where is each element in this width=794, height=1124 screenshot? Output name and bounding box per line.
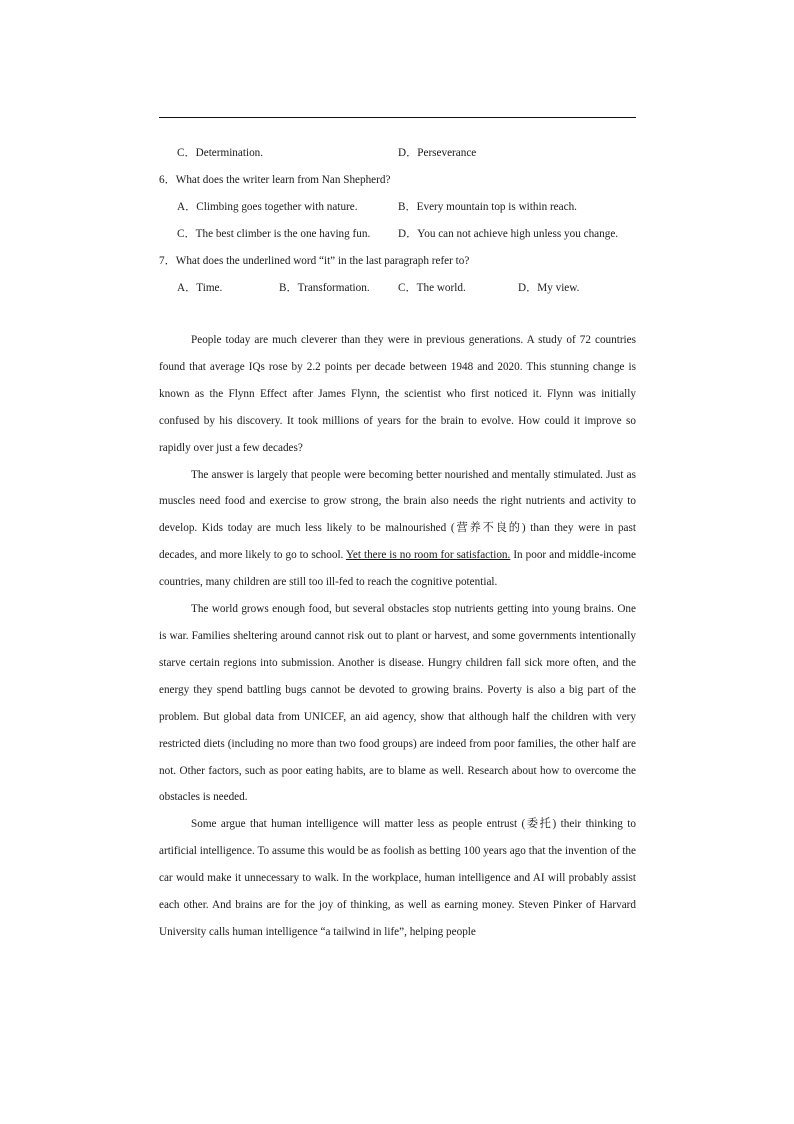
q6-option-c: C．The best climber is the one having fun. [177,228,371,240]
q5-option-d: D．Perseverance [398,147,477,159]
q6-option-a: A．Climbing goes together with nature. [177,201,358,213]
underlined-sentence: Yet there is no room for satisfaction. [345,549,511,562]
q7-option-a: A．Time. [177,282,223,294]
q7-option-c: C．The world. [398,282,466,294]
passage-paragraph-2 [159,462,636,597]
q6-option-d: D．You can not achieve high unless you change. [398,228,619,240]
paragraph-2-text-after: In poor and middle-income countries, many children are still too ill-fed to reach the cognitive potential. [159,549,636,589]
q6-stem: 6．What does the writer learn from Nan Shepherd? [159,174,391,186]
reading-passage [159,327,636,946]
passage-paragraph-3: The world grows enough food, but several obstacles stop nutrients getting into young brains. One is war. Families sheltering around cannot risk out to plant or harvest, and some governments intentionally starve certain regions into submission. Another is disease. Hungry children fall sick more often, and the energy they spend battling bugs cannot be devoted to growing brains. Poverty is also a big part of the problem. But global data from UNICEF, an aid agency, show that although half the children with very restricted diets (including no more than two food groups) are indeed from poor families, the other half are not. Other factors, such as poor eating habits, are to blame as well. Research about how to overcome the obstacles is needed. [159,603,636,804]
q5-option-c: C．Determination. [177,147,264,159]
header-rule [159,117,636,118]
q7-stem: 7．What does the underlined word “it” in the last paragraph refer to? [159,255,470,267]
q6-option-b: B．Every mountain top is within reach. [398,201,577,213]
q7-option-b: B．Transformation. [279,282,370,294]
passage-paragraph-1: People today are much cleverer than they were in previous generations. A study of 72 countries found that average IQs rose by 2.2 points per decade between 1948 and 2020. This stunning change is known as the Flynn Effect after James Flynn, the scientist who first noticed it. Flynn was initially confused by his discovery. It took millions of years for the brain to evolve. How could it improve so rapidly over just a few decades? [159,334,636,454]
q7-option-d: D．My view. [518,282,580,294]
passage-paragraph-4: Some argue that human intelligence will matter less as people entrust (委托) their thinking to artificial intelligence. To assume this would be as foolish as betting 100 years ago that the invention of the car would make it unnecessary to walk. In the workplace, human intelligence and AI will probably assist each other. And brains are for the joy of thinking, as well as earning money. Steven Pinker of Harvard University calls human intelligence “a tailwind in life”, helping people [159,818,636,938]
paragraph-2-text-before: The answer is largely that people were becoming better nourished and mentally stimulated. Just as muscles need food and exercise to grow strong, the brain also needs the right nutrients and activity to develop. Kids today are much less likely to be malnourished (营养不良的) than they were in past decades, and more likely to go to school. [159,468,636,562]
